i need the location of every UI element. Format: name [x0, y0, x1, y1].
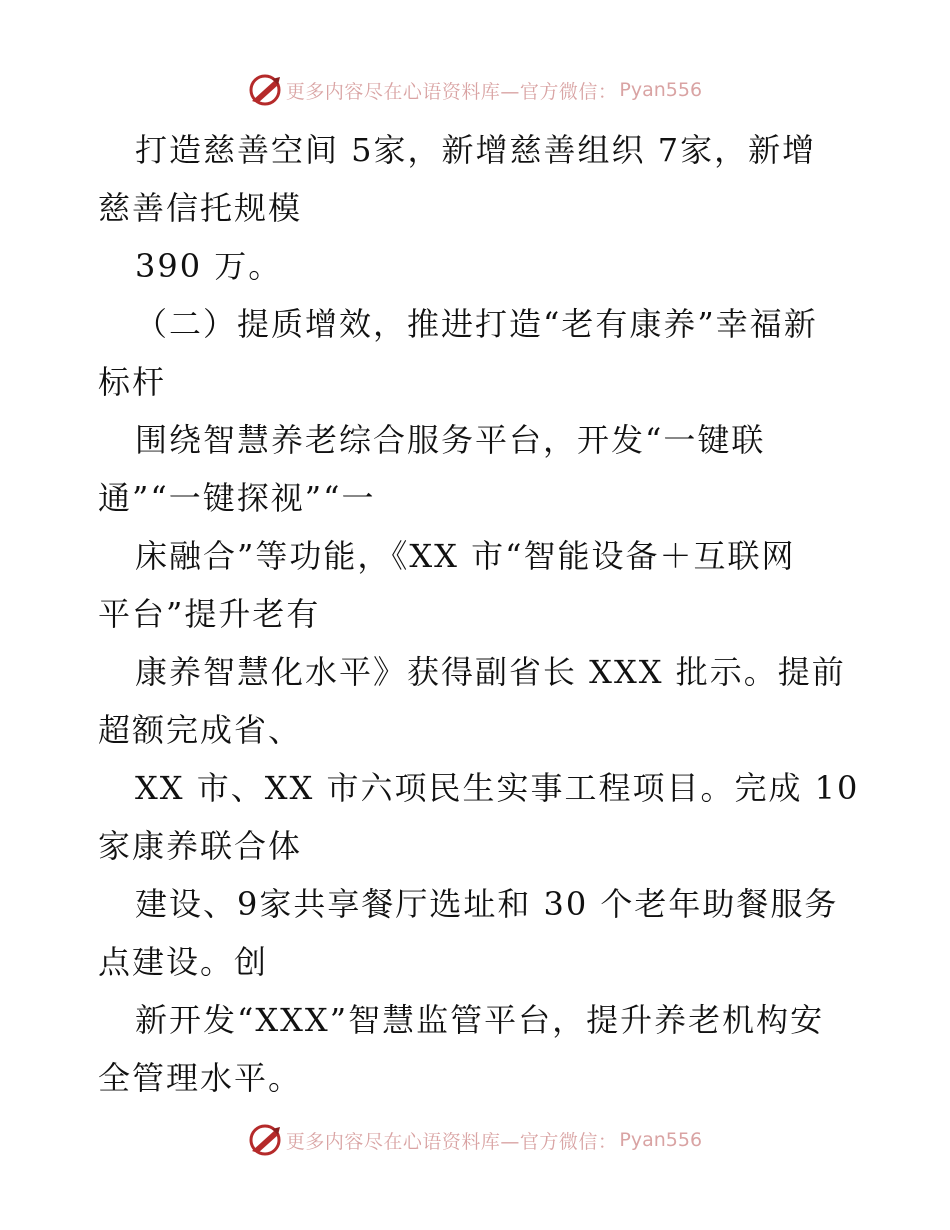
footer-watermark-inner	[248, 1123, 702, 1157]
body-line-13: 家康养联合体	[98, 827, 303, 865]
body-line-16: 新开发“XXX”智慧监管平台，提升养老机构安	[135, 1001, 825, 1039]
body-line-2: 慈善信托规模	[98, 189, 303, 227]
body-line-15: 点建设。创	[98, 943, 269, 981]
footer-watermark	[0, 1120, 950, 1160]
body-line-3: 390 万。	[135, 247, 283, 285]
header-watermark-contact: Pyan556	[619, 79, 703, 101]
document-body	[98, 121, 858, 1107]
body-line-9: 平台”提升老有	[98, 595, 321, 633]
body-line-17: 全管理水平。	[98, 1059, 303, 1097]
header-watermark-text: 更多内容尽在心语资料库—官方微信：	[285, 80, 618, 103]
body-line-8: 床融合”等功能，《XX 市“智能设备＋互联网	[135, 537, 796, 575]
body-line-12: XX 市、XX 市六项民生实事工程项目。完成 10	[135, 769, 860, 807]
body-line-1: 打造慈善空间 5家，新增慈善组织 7家，新增	[135, 131, 817, 169]
pen-logo-icon	[248, 73, 282, 107]
header-watermark-inner	[248, 73, 702, 107]
body-line-6: 围绕智慧养老综合服务平台，开发“一键联	[135, 421, 766, 459]
section-heading: （二）提质增效，推进打造“老有康养”幸福新	[135, 305, 818, 343]
body-line-7: 通”“一键探视”“一	[98, 479, 376, 517]
header-watermark	[0, 70, 950, 110]
pen-logo-icon	[248, 1123, 282, 1157]
body-line-5: 标杆	[98, 363, 167, 401]
body-line-14: 建设、9家共享餐厅选址和 30 个老年助餐服务	[135, 885, 839, 923]
footer-watermark-text: 更多内容尽在心语资料库—官方微信：	[285, 1130, 618, 1153]
body-line-11: 超额完成省、	[98, 711, 303, 749]
footer-watermark-contact: Pyan556	[619, 1129, 703, 1151]
body-line-10: 康养智慧化水平》获得副省长 XXX 批示。提前	[135, 653, 846, 691]
